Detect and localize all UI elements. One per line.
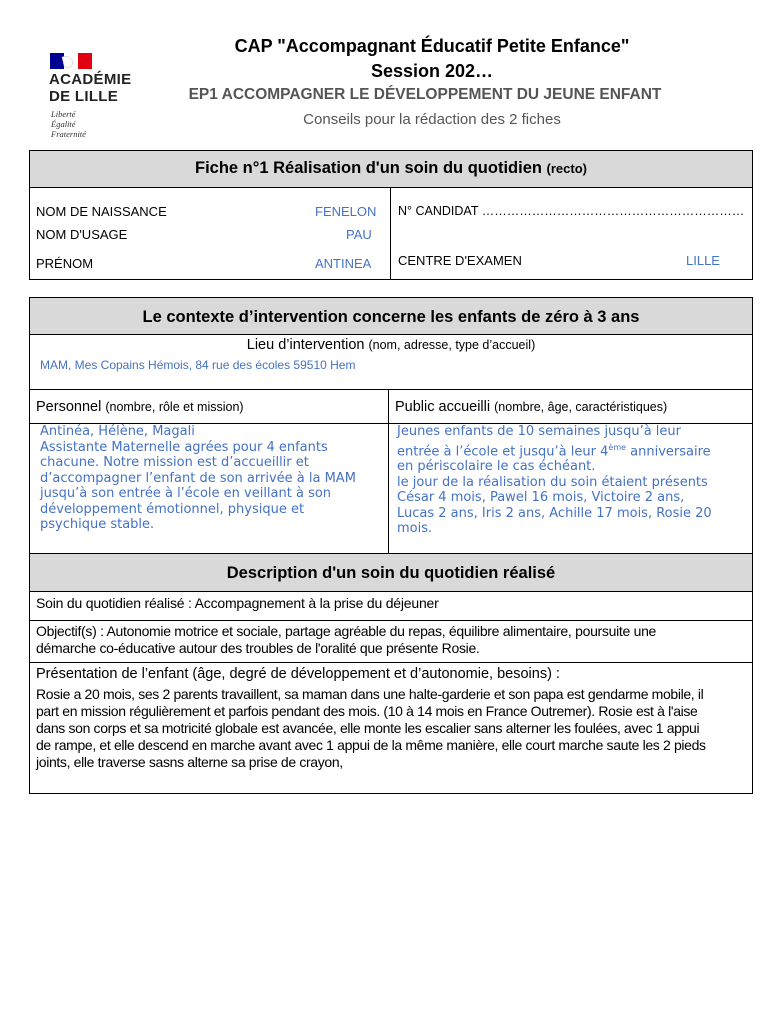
prenom-label: PRÉNOM <box>36 256 94 271</box>
presentation-label: Présentation de l’enfant (âge, degré de développement et d’autonomie, besoins) : <box>36 666 560 682</box>
personnel-label: Personnel <box>36 399 102 415</box>
fiche-title <box>29 159 753 178</box>
description-heading: Description d'un soin du quotidien réalisé <box>226 564 556 582</box>
marianne-logo-icon <box>50 53 92 69</box>
public-line <box>397 440 749 460</box>
presentation-line: Rosie a 20 mois, ses 2 parents travaillent, sa maman dans une halte-garderie et son papa est gendarme mobile, il <box>36 686 704 702</box>
public-note: (nombre, âge, caractéristiques) <box>494 400 668 414</box>
lieu-heading <box>29 337 753 353</box>
soin-text: Soin du quotidien réalisé : Accompagnement à la prise du déjeuner <box>36 595 439 611</box>
public-line: en périscolaire le cas échéant. <box>397 459 596 475</box>
public-line-part: entrée à l’école et jusqu’à leur 4 <box>397 443 609 459</box>
personnel-line: psychique stable. <box>40 517 155 532</box>
public-line: Lucas 2 ans, Iris 2 ans, Achille 17 mois, Rosie 20 <box>397 505 712 521</box>
advice-line: Conseils pour la rédaction des 2 fiches <box>303 111 561 128</box>
document-title: CAP "Accompagnant Éducatif Petite Enfance" <box>234 36 630 56</box>
objectif-line-2: démarche co-éducative autour des troubles de l'oralité que présente Rosie. <box>36 640 480 656</box>
personnel-note: (nombre, rôle et mission) <box>105 400 244 414</box>
personnel-text <box>40 424 385 533</box>
presentation-text <box>36 686 751 771</box>
personnel-line: développement émotionnel, physique et <box>40 501 305 517</box>
contexte-heading: Le contexte d’intervention concerne les enfants de zéro à 3 ans <box>142 308 640 326</box>
logo-motto-egalite: Égalité <box>51 119 76 129</box>
identity-box <box>29 187 753 280</box>
personnel-line: d’accompagner l’enfant de son arrivée à la MAM <box>40 470 356 486</box>
lieu-label: Lieu d’intervention <box>246 337 365 353</box>
lieu-value: MAM, Mes Copains Hémois, 84 rue des écoles 59510 Hem <box>40 358 356 372</box>
personnel-line: Assistante Maternelle agrées pour 4 enfants <box>40 439 328 455</box>
personnel-line: jusqu’à son entrée à l’école en veillant à son <box>40 486 332 501</box>
presentation-line: dans son corps et sa motricité globale est avancée, elle monte les escalier sans alterner les foulées, avec 1 appui <box>36 720 700 736</box>
logo-motto-liberte: Liberté <box>51 109 76 119</box>
session-title: Session 202… <box>370 61 494 81</box>
presentation-line: part en mission régulièrement et parfois pendant des mois. (10 à 14 mois en France Outremer). Rosie est à l'aise <box>36 703 698 719</box>
logo-de-lille: DE LILLE <box>49 88 119 105</box>
public-line: mois. <box>397 521 433 537</box>
public-line: le jour de la réalisation du soin étaient présents <box>397 474 708 490</box>
personnel-line: chacune. Notre mission est d’accueillir et <box>40 455 309 470</box>
nom-naissance-label: NOM DE NAISSANCE <box>36 204 167 219</box>
fiche-title-main: Fiche n°1 Réalisation d'un soin du quotidien <box>195 159 542 177</box>
presentation-line: de rampe, et elle descend en marche avant avec 1 appui de la même manière, elle court marche saute les 2 pieds <box>36 737 706 753</box>
logo-academie: ACADÉMIE <box>49 71 132 88</box>
public-line: César 4 mois, Pawel 16 mois, Victoire 2 ans, <box>397 490 685 506</box>
nom-usage-label: NOM D'USAGE <box>36 227 128 242</box>
public-heading <box>395 399 667 415</box>
nom-naissance-value: FENELON <box>315 204 377 219</box>
personnel-public-divider <box>388 389 389 554</box>
fiche-title-note: (recto) <box>546 161 587 176</box>
presentation-line: joints, elle traverse sasns alterne sa prise de crayon, <box>36 754 343 770</box>
public-line: Jeunes enfants de 10 semaines jusqu’à leur <box>397 424 681 439</box>
public-label: Public accueilli <box>395 399 491 415</box>
identity-divider <box>390 187 391 280</box>
nom-usage-value: PAU <box>346 227 372 242</box>
centre-examen-label: CENTRE D'EXAMEN <box>398 253 522 268</box>
epreuve-subtitle: EP1 ACCOMPAGNER LE DÉVELOPPEMENT DU JEUNE ENFANT <box>188 86 662 103</box>
personnel-line: Antinéa, Hélène, Magali <box>40 424 195 439</box>
candidat-label: N° CANDIDAT ……………………………………………………… <box>398 204 745 218</box>
prenom-value: ANTINEA <box>315 256 372 271</box>
public-line-superscript: ème <box>608 442 627 452</box>
centre-examen-value: LILLE <box>686 253 720 268</box>
personnel-heading <box>36 399 244 415</box>
logo-motto-fraternite: Fraternité <box>51 129 86 139</box>
public-line-part: anniversaire <box>626 443 711 459</box>
lieu-note: (nom, adresse, type d’accueil) <box>368 338 536 352</box>
public-text <box>397 424 749 537</box>
objectif-line-1: Objectif(s) : Autonomie motrice et sociale, partage agréable du repas, équilibre alimentaire, poursuite une <box>36 623 657 639</box>
